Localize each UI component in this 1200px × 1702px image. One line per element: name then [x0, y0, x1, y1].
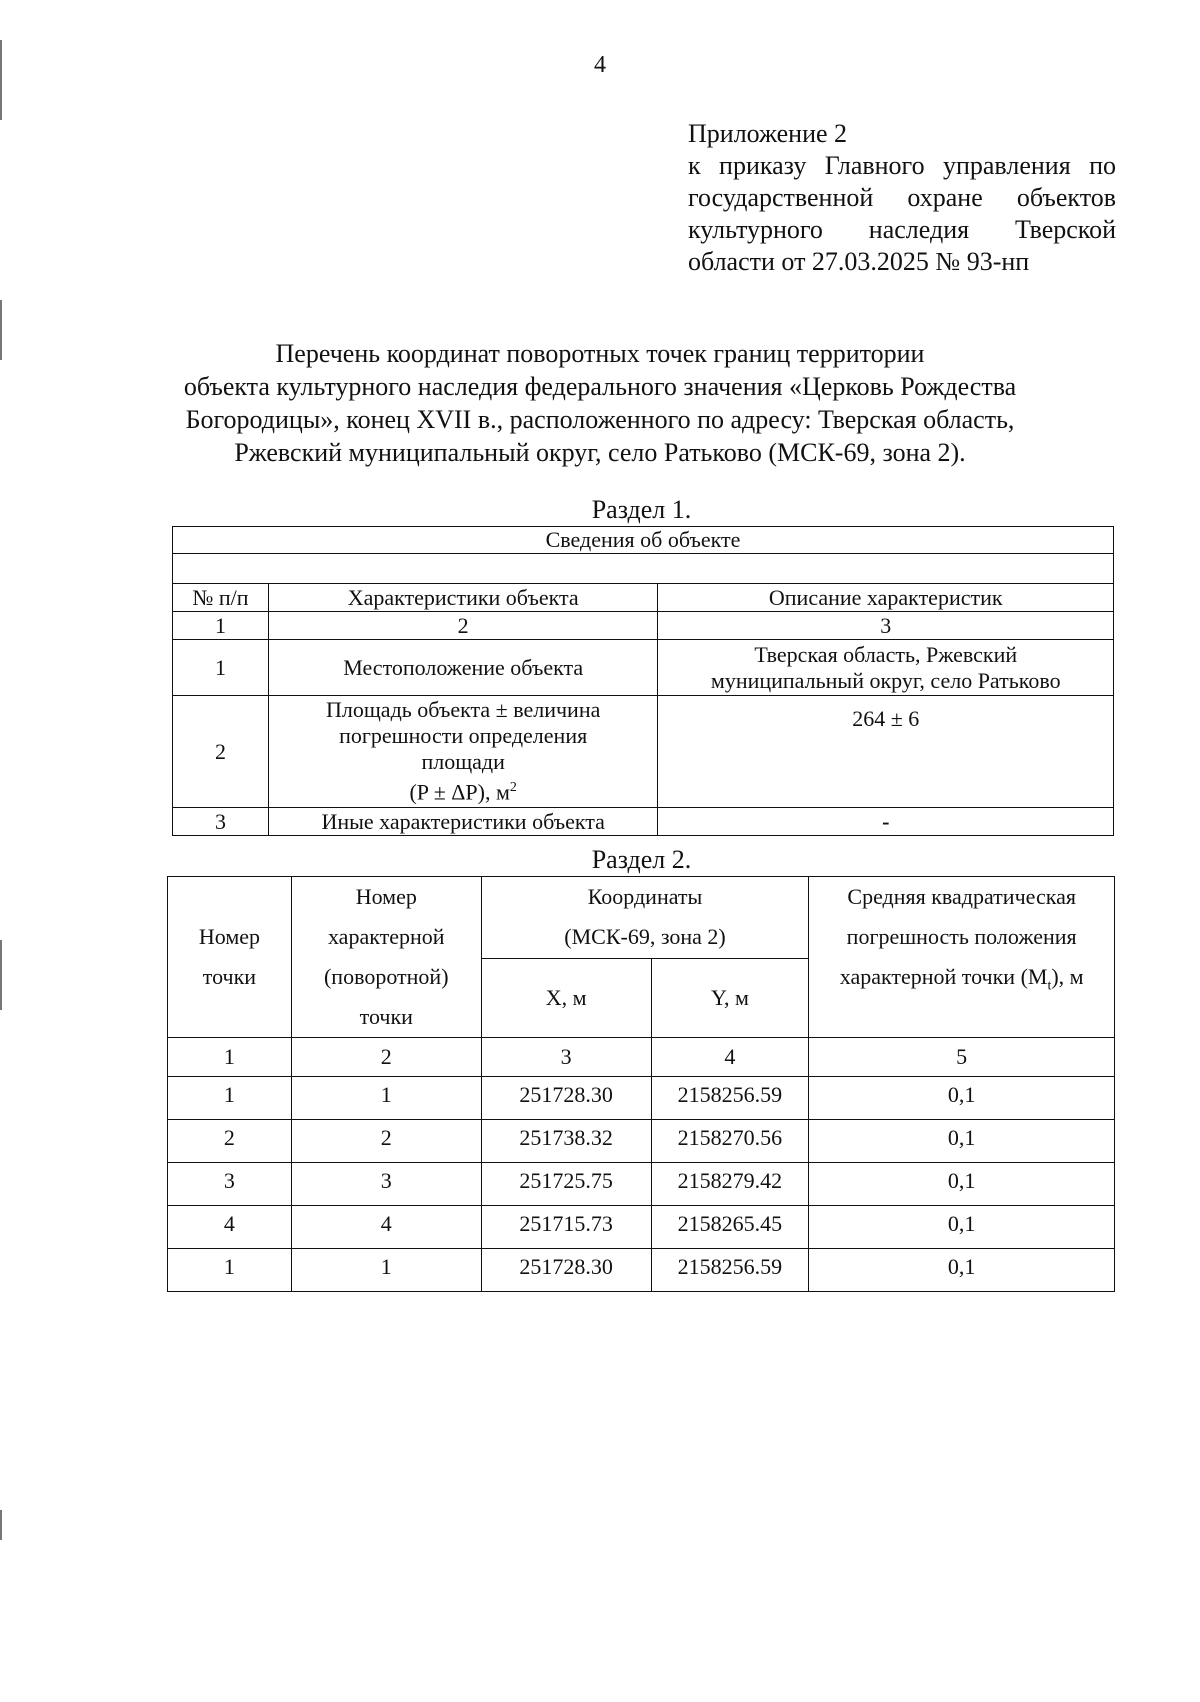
column-number: 2 [291, 1038, 481, 1077]
header-line: Номер [355, 884, 417, 909]
header-line: Координаты [587, 884, 703, 909]
characteristic-value [658, 696, 1114, 808]
row-number: 1 [173, 640, 269, 696]
header-error [809, 877, 1115, 1038]
position-error: 0,1 [809, 1120, 1115, 1163]
header-y: Y, м [651, 959, 809, 1038]
table-row [173, 808, 1114, 836]
x-coordinate: 251725.75 [481, 1163, 651, 1206]
x-coordinate: 251738.32 [481, 1120, 651, 1163]
point-number: 4 [168, 1206, 292, 1249]
value-line: муниципальный округ, село Ратьково [710, 667, 1061, 693]
column-number: 1 [168, 1038, 292, 1077]
x-coordinate: 251715.73 [481, 1206, 651, 1249]
header-line: (поворотной) [323, 964, 449, 989]
y-coordinate: 2158270.56 [651, 1120, 809, 1163]
column-number: 3 [481, 1038, 651, 1077]
appendix-text: к приказу Главного управления по государственной охране объектов культурного наследия Тверской области от 27.03.2025 № 93-нп [688, 151, 1116, 276]
column-number: 4 [651, 1038, 809, 1077]
subscript: t [1047, 978, 1052, 994]
page-number: 4 [594, 52, 606, 78]
document-title [150, 337, 1050, 469]
characteristic-line: погрешности определения [339, 723, 588, 749]
char-point-number: 2 [291, 1120, 481, 1163]
table-row [168, 1163, 1115, 1206]
char-point-number: 1 [291, 1249, 481, 1292]
header-x: X, м [481, 959, 651, 1038]
characteristic-line [269, 775, 658, 805]
scan-margin-mark [0, 940, 2, 1010]
char-point-number: 3 [291, 1163, 481, 1206]
y-coordinate: 2158265.45 [651, 1206, 809, 1249]
section2-table [167, 876, 1115, 1292]
scan-margin-mark [0, 300, 2, 360]
header-line: точки [359, 1004, 413, 1029]
column-number: 5 [809, 1038, 1115, 1077]
title-line: Перечень координат поворотных точек границ территории [275, 339, 925, 368]
header-char-point [291, 877, 481, 1038]
char-point-number: 1 [291, 1077, 481, 1120]
scan-margin-mark [0, 1510, 2, 1540]
point-number: 1 [168, 1077, 292, 1120]
section2-caption: Раздел 2. [591, 845, 692, 874]
position-error: 0,1 [809, 1163, 1115, 1206]
header-cell: Описание характеристик [658, 584, 1114, 612]
superscript: 2 [509, 780, 517, 796]
header-cell: Характеристики объекта [268, 584, 658, 612]
point-number: 3 [168, 1163, 292, 1206]
section1-table-title: Сведения об объекте [173, 527, 1114, 554]
header-point-number [168, 877, 292, 1038]
characteristic-value: - [658, 808, 1114, 836]
row-number: 3 [173, 808, 269, 836]
header-line: (МСК-69, зона 2) [564, 924, 726, 949]
section1-caption: Раздел 1. [591, 495, 692, 524]
section1-table [172, 526, 1114, 836]
table-row [168, 1249, 1115, 1292]
header-coordinates [481, 877, 809, 959]
header-line: характерной [327, 924, 445, 949]
y-coordinate: 2158256.59 [651, 1077, 809, 1120]
header-line: погрешность положения [846, 924, 1077, 949]
title-line: Ржевский муниципальный округ, село Ратьково (МСК-69, зона 2). [234, 438, 966, 467]
column-number: 2 [268, 612, 658, 640]
point-number: 2 [168, 1120, 292, 1163]
table-row [168, 1077, 1115, 1120]
position-error: 0,1 [809, 1077, 1115, 1120]
title-line: объекта культурного наследия федерального значения «Церковь Рождества [183, 372, 1017, 401]
characteristic-value [658, 640, 1114, 696]
value-line: Тверская область, Ржевский [754, 641, 1018, 667]
header-text: характерной точки (M [839, 964, 1048, 989]
position-error: 0,1 [809, 1206, 1115, 1249]
x-coordinate: 251728.30 [481, 1077, 651, 1120]
header-text: ), м [1051, 964, 1084, 989]
table-row [173, 696, 1114, 808]
characteristic-line: площади [421, 749, 505, 775]
title-line: Богородицы», конец XVII в., расположенного по адресу: Тверская область, [185, 405, 1015, 434]
header-line [809, 957, 1114, 1006]
characteristic-line: Местоположение объекта [343, 654, 584, 680]
appendix-heading: Приложение 2 [688, 119, 848, 148]
y-coordinate: 2158256.59 [651, 1249, 809, 1292]
header-cell: № п/п [173, 584, 269, 612]
table-row [173, 640, 1114, 696]
value-line: 264 ± 6 [852, 706, 920, 731]
row-number: 2 [173, 696, 269, 808]
characteristic-name [268, 640, 658, 696]
header-line: точки [202, 964, 257, 989]
header-line: Номер [198, 924, 260, 949]
header-line: Средняя квадратическая [847, 884, 1076, 909]
characteristic-line: Площадь объекта ± величина [326, 697, 601, 723]
characteristic-name: Иные характеристики объекта [268, 808, 658, 836]
column-number: 3 [658, 612, 1114, 640]
empty-row [173, 554, 1114, 584]
table-row [168, 1206, 1115, 1249]
char-point-number: 4 [291, 1206, 481, 1249]
appendix-block [688, 118, 1116, 278]
position-error: 0,1 [809, 1249, 1115, 1292]
formula-text: (P ± ΔP), м [409, 779, 510, 805]
characteristic-name [268, 696, 658, 808]
x-coordinate: 251728.30 [481, 1249, 651, 1292]
column-number: 1 [173, 612, 269, 640]
y-coordinate: 2158279.42 [651, 1163, 809, 1206]
table-row [168, 1120, 1115, 1163]
point-number: 1 [168, 1249, 292, 1292]
